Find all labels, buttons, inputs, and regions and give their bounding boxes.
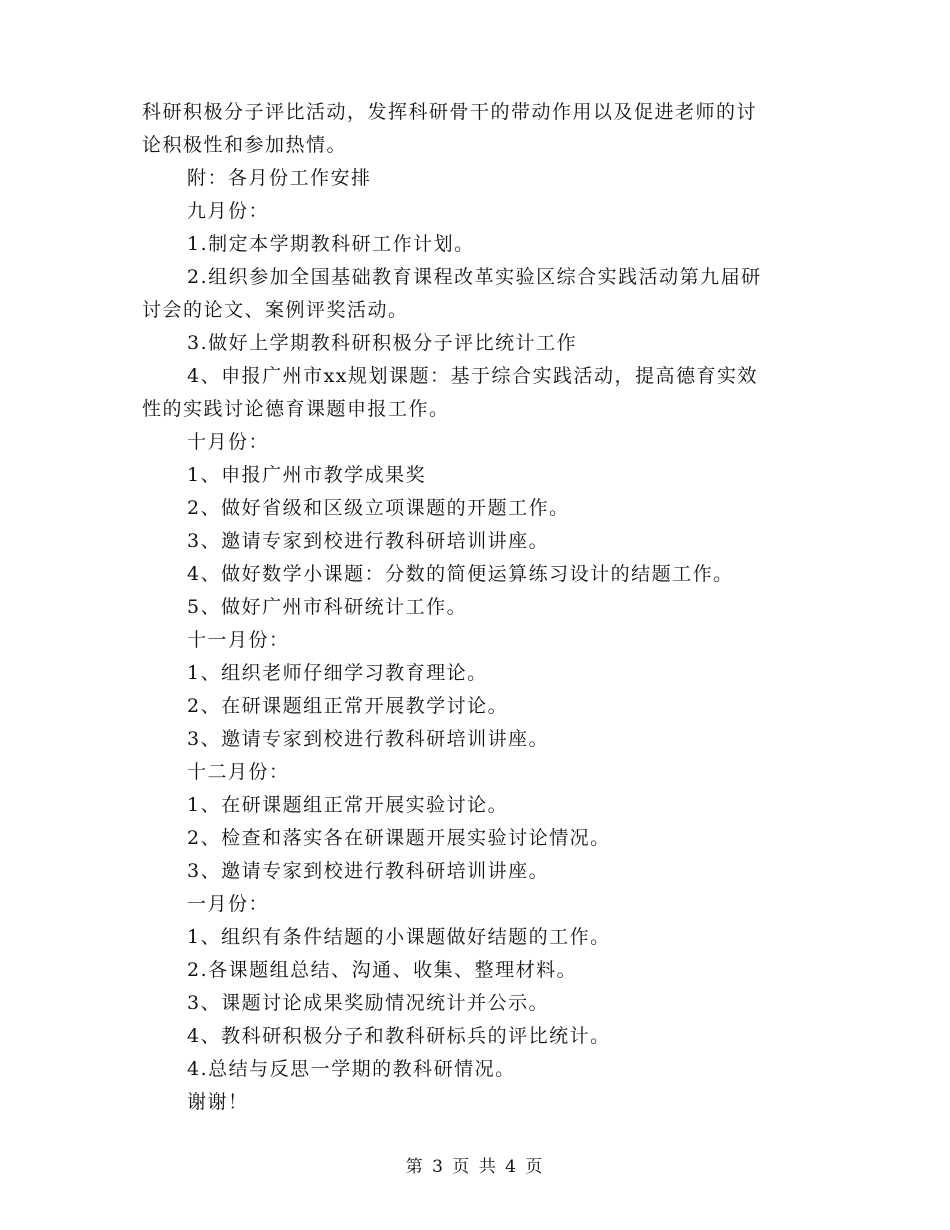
text-line: 5、做好广州市科研统计工作。 xyxy=(187,596,468,618)
text-line: 3、邀请专家到校进行教科研培训讲座。 xyxy=(187,860,550,882)
text-line: 3.做好上学期教科研积极分子评比统计工作 xyxy=(187,332,578,354)
text-line: 2.各课题组总结、沟通、收集、整理材料。 xyxy=(187,959,578,981)
text-line: 1、组织老师仔细学习教育理论。 xyxy=(187,662,488,684)
text-line: 1、组织有条件结题的小课题做好结题的工作。 xyxy=(187,926,611,948)
text-line: 论积极性和参加热情。 xyxy=(142,134,348,156)
text-line: 3、邀请专家到校进行教科研培训讲座。 xyxy=(187,728,550,750)
text-line: 附：各月份工作安排 xyxy=(187,167,372,189)
text-line: 2、检查和落实各在研课题开展实验讨论情况。 xyxy=(187,827,611,849)
text-line: 九月份： xyxy=(187,200,270,222)
text-line: 1.制定本学期教科研工作计划。 xyxy=(187,233,475,255)
text-line: 十月份： xyxy=(187,431,270,453)
text-line: 3、课题讨论成果奖励情况统计并公示。 xyxy=(187,992,550,1014)
text-line: 4.总结与反思一学期的教科研情况。 xyxy=(187,1058,516,1080)
text-line: 4、做好数学小课题：分数的简便运算练习设计的结题工作。 xyxy=(187,563,734,585)
page-footer: 第 3 页 共 4 页 xyxy=(405,1157,545,1177)
text-line: 2、在研课题组正常开展教学讨论。 xyxy=(187,695,509,717)
text-line: 1、在研课题组正常开展实验讨论。 xyxy=(187,794,509,816)
text-line: 2.组织参加全国基础教育课程改革实验区综合实践活动第九届研 xyxy=(187,266,762,288)
text-line: 讨会的论文、案例评奖活动。 xyxy=(142,299,409,321)
text-line: 一月份： xyxy=(187,893,270,915)
text-line: 谢谢！ xyxy=(187,1091,249,1113)
text-line: 4、教科研积极分子和教科研标兵的评比统计。 xyxy=(187,1025,611,1047)
text-line: 性的实践讨论德育课题申报工作。 xyxy=(142,398,450,420)
document-body xyxy=(142,96,812,1119)
text-line: 十二月份： xyxy=(187,761,290,783)
text-line: 4、申报广州市xx规划课题：基于综合实践活动，提高德育实效 xyxy=(187,365,759,387)
text-line: 十一月份： xyxy=(187,629,290,651)
text-line: 2、做好省级和区级立项课题的开题工作。 xyxy=(187,497,570,519)
text-line: 1、申报广州市教学成果奖 xyxy=(187,464,427,486)
text-line: 3、邀请专家到校进行教科研培训讲座。 xyxy=(187,530,550,552)
text-line: 科研积极分子评比活动，发挥科研骨干的带动作用以及促进老师的讨 xyxy=(142,101,758,123)
